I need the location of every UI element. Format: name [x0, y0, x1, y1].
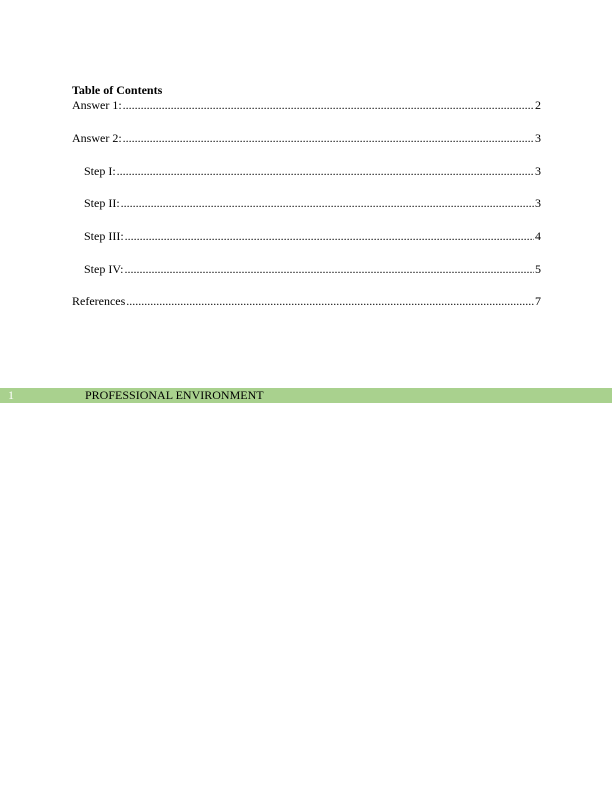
toc-entry-answer-1[interactable] [72, 98, 541, 113]
toc-dot-leader [121, 196, 534, 211]
toc-entry-page: 2 [535, 98, 541, 112]
toc-dot-leader [126, 294, 534, 309]
toc-entry-label: Answer 1: [72, 98, 122, 112]
toc-entry-page: 3 [535, 131, 541, 145]
toc-entry-label: Step IV: [84, 262, 124, 276]
toc-entry-label: Step III: [84, 229, 124, 243]
toc-entry-page: 7 [535, 294, 541, 308]
toc-dot-leader [117, 164, 534, 179]
toc-dot-leader [123, 98, 534, 113]
toc-dot-leader [125, 229, 534, 244]
toc-entry-page: 4 [535, 229, 541, 243]
toc-entry-label: Answer 2: [72, 131, 122, 145]
toc-entry-label: Step I: [84, 164, 116, 178]
toc-entry-page: 5 [535, 262, 541, 276]
footer-running-title: PROFESSIONAL ENVIRONMENT [85, 388, 264, 402]
toc-entry-page: 3 [535, 196, 541, 210]
table-of-contents [72, 83, 541, 308]
toc-entry-step-4[interactable] [84, 262, 541, 277]
toc-dot-leader [124, 262, 534, 277]
toc-entry-step-3[interactable] [84, 229, 541, 244]
toc-entry-references[interactable] [72, 294, 541, 309]
toc-entry-step-1[interactable] [84, 164, 541, 179]
toc-title: Table of Contents [72, 83, 163, 97]
toc-entry-page: 3 [535, 164, 541, 178]
toc-entry-label: Step II: [84, 196, 120, 210]
toc-entry-answer-2[interactable] [72, 131, 541, 146]
toc-entry-label: References [72, 294, 126, 308]
page-footer-band [0, 388, 612, 403]
footer-page-number: 1 [8, 388, 14, 402]
toc-dot-leader [123, 131, 534, 146]
toc-entry-step-2[interactable] [84, 196, 541, 211]
